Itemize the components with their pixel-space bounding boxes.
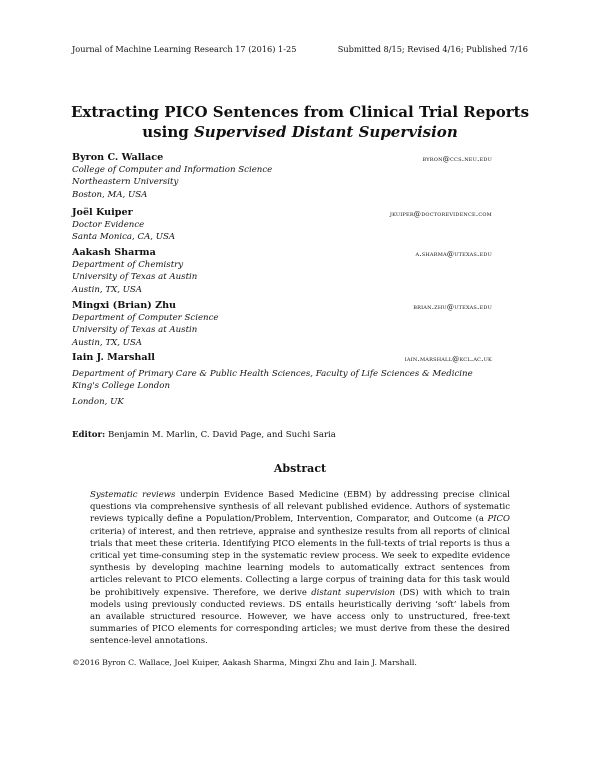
- title-line-2: [60, 122, 540, 142]
- title-line-2-prefix: using: [142, 123, 194, 141]
- submission-dates: Submitted 8/15; Revised 4/16; Published 7/16: [337, 44, 528, 54]
- author-affiliation-line: College of Computer and Information Science: [72, 165, 273, 176]
- author-affiliation-line: Department of Primary Care & Public Health Sciences, Faculty of Life Sciences & Medicine: [72, 369, 473, 380]
- author-block: [72, 352, 492, 408]
- author-block: [72, 152, 492, 201]
- abstract-text: criteria) of interest, and then retrieve, appraise and synthesize results from all reports of clinical trials that meet these criteria. Identifying PICO elements in the full-texts of trial reports is thus a critical yet time-consuming step in the systematic review process. We seek to expedite evidence synthesis by developing machine learning models to automatically extract sentences from articles relevant to PICO elements. Collecting a large corpus of training data for this task would be prohibitively expensive. Therefore, we derive: [90, 526, 510, 598]
- paper-title: [60, 102, 540, 142]
- journal-citation: Journal of Machine Learning Research 17 (2016) 1-25: [72, 44, 297, 54]
- abstract-term: distant supervision: [311, 587, 396, 598]
- author-block: [72, 247, 492, 296]
- author-name: Iain J. Marshall: [72, 352, 155, 363]
- author-affiliation-line: Santa Monica, CA, USA: [72, 232, 176, 243]
- author-email[interactable]: brian.zhu@utexas.edu: [413, 302, 492, 311]
- author-affiliation-line: Department of Chemistry: [72, 260, 184, 271]
- author-name: Joël Kuiper: [72, 207, 133, 218]
- abstract-text: underpin Evidence Based Medicine (EBM) by addressing precise clinical questions via comprehensive synthesis of all relevant published evidence. Authors of systematic reviews typically define a Population/Problem, Intervention, Comparator, and Outcome (a: [90, 490, 510, 525]
- abstract-text: (DS) with which to train models using previously conducted reviews. DS entails heuristically deriving ‘soft’ labels from an available structured resource. However, we have access only to unstructured, free-text summaries of PICO elements for corresponding articles; we must derive from these the desired sentence-level annotations.: [90, 587, 510, 647]
- abstract-body: [90, 489, 510, 648]
- author-name: Mingxi (Brian) Zhu: [72, 300, 177, 311]
- author-affiliation-line: King's College London: [72, 381, 170, 392]
- author-block: [72, 300, 492, 349]
- running-header: [72, 44, 528, 54]
- editor-label: Editor:: [72, 430, 106, 440]
- author-affiliation-line: Boston, MA, USA: [72, 189, 148, 200]
- editor-names: Benjamin M. Marlin, C. David Page, and Suchi Saria: [107, 430, 336, 440]
- author-affiliation-line: Doctor Evidence: [72, 220, 145, 231]
- abstract-term: PICO: [487, 514, 510, 525]
- title-line-1: Extracting PICO Sentences from Clinical Trial Reports: [70, 103, 530, 121]
- author-affiliation-line: Austin, TX, USA: [72, 284, 143, 295]
- author-affiliation-line: Department of Computer Science: [72, 313, 219, 324]
- title-line-2-italic: Supervised Distant Supervision: [193, 123, 458, 141]
- author-affiliation-line: University of Texas at Austin: [72, 272, 198, 283]
- author-email[interactable]: a.sharma@utexas.edu: [415, 249, 492, 258]
- author-affiliation-line: London, UK: [72, 396, 124, 407]
- author-block: [72, 207, 492, 244]
- author-name: Byron C. Wallace: [72, 152, 164, 163]
- abstract-heading: Abstract: [273, 462, 327, 475]
- author-affiliation-line: University of Texas at Austin: [72, 325, 198, 336]
- author-name: Aakash Sharma: [72, 247, 156, 258]
- author-email[interactable]: byron@ccs.neu.edu: [422, 154, 492, 163]
- editor-line: [72, 430, 336, 440]
- author-affiliation-line: Northeastern University: [72, 177, 179, 188]
- abstract-term: Systematic reviews: [90, 490, 176, 500]
- author-email[interactable]: jkuiper@doctorevidence.com: [389, 209, 492, 218]
- author-affiliation-line: Austin, TX, USA: [72, 337, 143, 348]
- copyright-notice: ©2016 Byron C. Wallace, Joel Kuiper, Aakash Sharma, Mingxi Zhu and Iain J. Marshall.: [72, 658, 417, 667]
- author-email[interactable]: iain.marshall@kcl.ac.uk: [404, 354, 492, 363]
